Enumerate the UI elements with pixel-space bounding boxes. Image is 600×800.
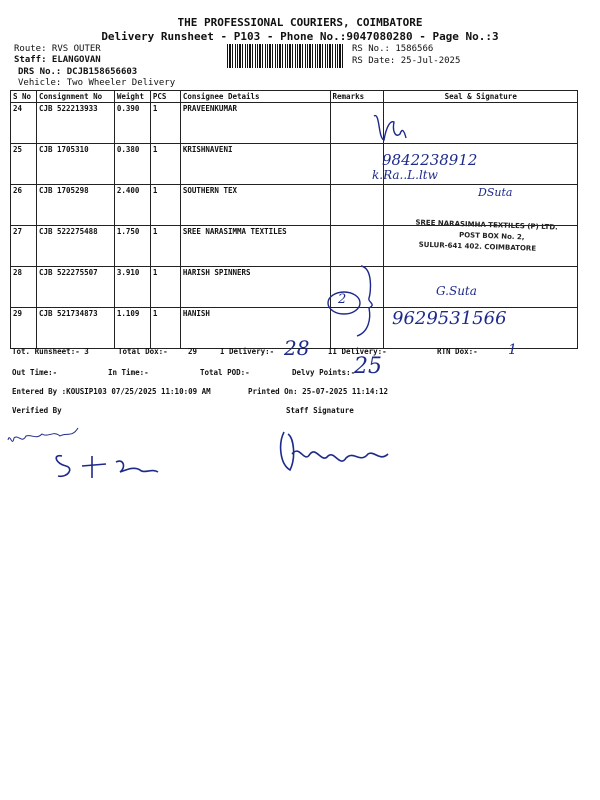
weight: 2.400 [114, 185, 150, 226]
pieces: 1 [150, 185, 180, 226]
handwritten-sign-3: DSuta [478, 186, 513, 199]
consignee-details: HANISH [180, 308, 330, 349]
barcode-image [227, 44, 345, 68]
staff-signature-image [270, 424, 410, 484]
consignee-details: PRAVEENKUMAR [180, 103, 330, 144]
column-header: Remarks [330, 91, 384, 103]
table-header-row [11, 91, 578, 103]
seal-signature [384, 103, 578, 144]
serial-number: 25 [11, 144, 37, 185]
consignment-number: CJB 1705298 [36, 185, 114, 226]
rs-number: RS No.: 1586566 [352, 44, 434, 54]
seal-signature [384, 267, 578, 308]
column-header: Seal & Signature [384, 91, 578, 103]
consignment-number: CJB 521734873 [36, 308, 114, 349]
out-time-label: Out Time:- [12, 368, 58, 377]
serial-number: 24 [11, 103, 37, 144]
consignee-details: SOUTHERN TEX [180, 185, 330, 226]
signature-scribble-1 [370, 108, 410, 148]
company-title: THE PROFESSIONAL COURIERS, COIMBATORE [177, 16, 423, 29]
consignee-details: SREE NARASIMMA TEXTILES [180, 226, 330, 267]
total-dox-value: 29 [188, 347, 198, 356]
printed-on: Printed On: 25-07-2025 11:14:12 [248, 387, 388, 396]
handwritten-delvy-points: 25 [354, 354, 382, 379]
handwritten-delivery-count: 28 [284, 336, 310, 360]
consignment-number: CJB 522275507 [36, 267, 114, 308]
serial-number: 27 [11, 226, 37, 267]
total-runsheet: Tot. Runsheet:- 3 [12, 347, 89, 356]
remarks [330, 226, 384, 267]
table-row [11, 144, 578, 185]
column-header: Weight [114, 91, 150, 103]
handwritten-name-1: k.Ra..L.ltw [372, 168, 438, 182]
handwritten-rtn-count: 1 [508, 342, 517, 358]
pieces: 1 [150, 267, 180, 308]
column-header: Consignment No [36, 91, 114, 103]
consignment-number: CJB 522213933 [36, 103, 114, 144]
ii-delivery-label: II Delivery:- [328, 347, 387, 356]
pieces: 1 [150, 103, 180, 144]
weight: 0.380 [114, 144, 150, 185]
verified-by-label: Verified By [12, 406, 62, 415]
consignee-details: HARISH SPINNERS [180, 267, 330, 308]
table-row [11, 267, 578, 308]
handwritten-phone-1: 9842238912 [382, 151, 478, 169]
weight: 1.109 [114, 308, 150, 349]
column-header: PCS [150, 91, 180, 103]
consignment-number: CJB 522275488 [36, 226, 114, 267]
entered-by: Entered By :KOUSIP103 07/25/2025 11:10:09 AM [12, 387, 211, 396]
total-pod-label: Total POD:- [200, 368, 250, 377]
delvy-points-label: Delvy Points:- [292, 368, 356, 377]
consignment-number: CJB 1705310 [36, 144, 114, 185]
stamp-line-1: SREE NARASIMHA TEXTILES (P) LTD. [415, 218, 558, 232]
runsheet-subtitle: Delivery Runsheet - P103 - Phone No.:9047080280 - Page No.:3 [101, 30, 499, 43]
company-stamp [414, 218, 557, 256]
staff-label: Staff: ELANGOVAN [14, 55, 101, 65]
in-time-label: In Time:- [108, 368, 149, 377]
remarks [330, 185, 384, 226]
handwritten-bracket [325, 262, 385, 340]
i-delivery-label: I Delivery:- [220, 347, 275, 356]
column-header: Consignee Details [180, 91, 330, 103]
stamp-line-3: SULUR-641 402. COIMBATORE [418, 240, 537, 253]
serial-number: 29 [11, 308, 37, 349]
pieces: 1 [150, 226, 180, 267]
pieces: 1 [150, 144, 180, 185]
drs-number: DRS No.: DCJB158656603 [18, 67, 138, 77]
handwritten-phone-2: 9629531566 [392, 308, 507, 329]
staff-signature-label: Staff Signature [286, 406, 354, 415]
pieces: 1 [150, 308, 180, 349]
serial-number: 28 [11, 267, 37, 308]
column-header: S No [11, 91, 37, 103]
serial-number: 26 [11, 185, 37, 226]
vehicle-label: Vehicle: Two Wheeler Delivery [18, 78, 176, 88]
weight: 3.910 [114, 267, 150, 308]
weight: 0.390 [114, 103, 150, 144]
consignee-details: KRISHNAVENI [180, 144, 330, 185]
handwritten-circled-number: 2 [338, 292, 347, 307]
weight: 1.750 [114, 226, 150, 267]
verifier-signature-image [4, 420, 174, 490]
stamp-line-2: POST BOX No. 2, [458, 231, 525, 242]
route-label: Route: RVS OUTER [14, 44, 101, 54]
rtn-dox-label: RTN Dox:- [437, 347, 478, 356]
handwritten-sign-5: G.Suta [436, 284, 477, 298]
rs-date: RS Date: 25-Jul-2025 [352, 56, 461, 66]
total-dox-label: Total Dox:- [118, 347, 168, 356]
table-row [11, 103, 578, 144]
